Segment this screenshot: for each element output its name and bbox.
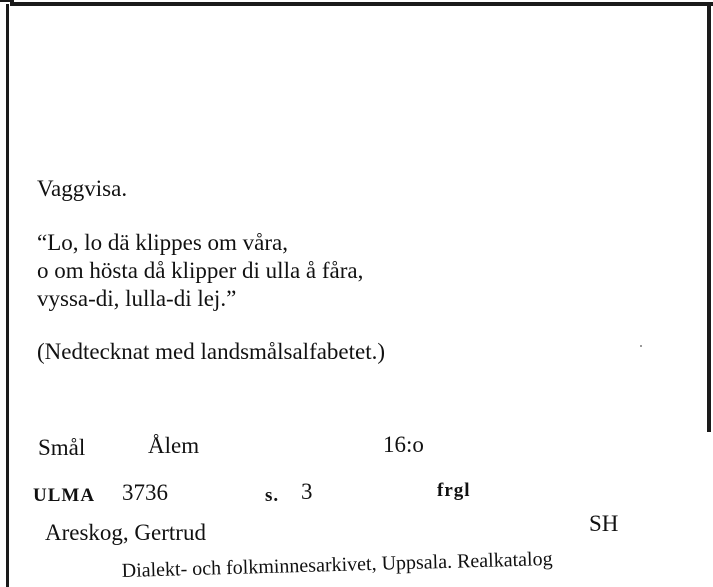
archive-label: ULMA — [33, 485, 96, 506]
verse-line: vyssa-di, lulla-di lej.” — [37, 286, 237, 311]
page-number: 3 — [301, 479, 313, 504]
recorder-name: Areskog, Gertrud — [45, 520, 206, 545]
archive-number: 3736 — [122, 480, 168, 505]
card-top-border — [10, 2, 713, 6]
transcription-note: (Nedtecknat med landsmålsalfabetet.) — [37, 339, 386, 364]
parish-label: Ålem — [148, 433, 200, 458]
province-label: Smål — [38, 435, 86, 460]
page-label: s. — [265, 485, 280, 506]
song-title: Vaggvisa. — [37, 176, 128, 201]
category-code: 16:o — [383, 432, 424, 457]
card-right-border — [707, 4, 711, 432]
archive-footer: Dialekt- och folkminnesarkivet, Uppsala. Realkatalog — [121, 547, 553, 582]
verse-line: “Lo, lo dä klippes om våra, — [37, 230, 289, 255]
card-left-border — [6, 4, 9, 587]
song-verse — [37, 229, 363, 313]
verse-line: o om hösta då klipper di ulla å fåra, — [37, 258, 364, 283]
record-type: frgl — [437, 480, 471, 501]
signature-initials: SH — [589, 511, 619, 536]
scan-speck — [640, 345, 642, 347]
